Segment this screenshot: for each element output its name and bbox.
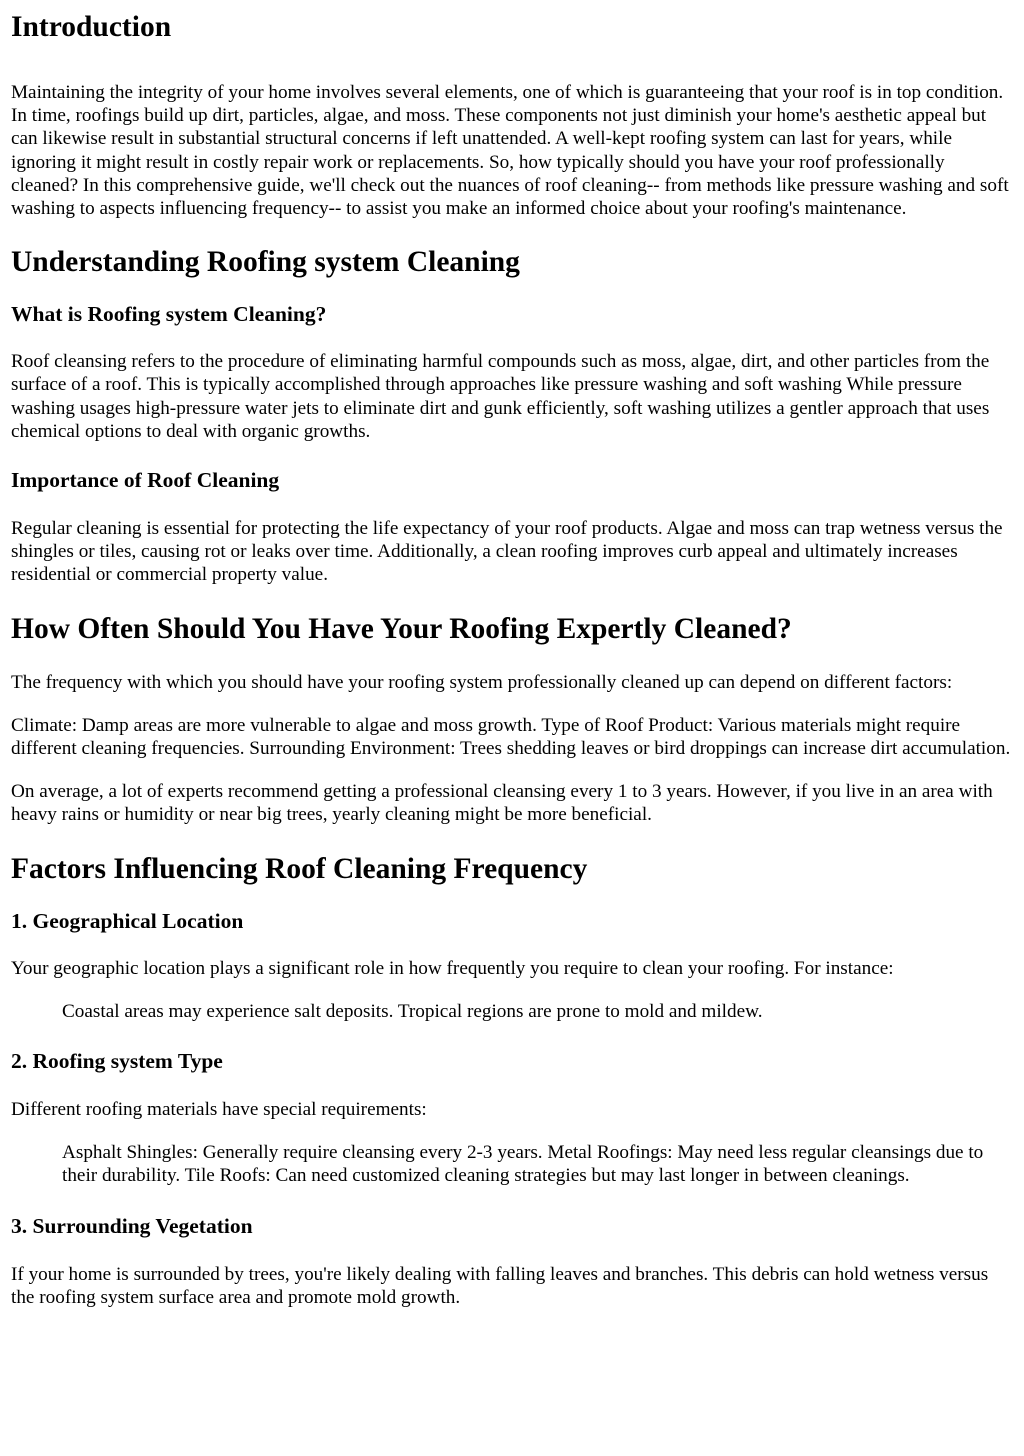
how-often-paragraph: The frequency with which you should have your roofing system professionally cleaned up can depend on different factors:: [11, 671, 953, 693]
roofing-type-quote: Asphalt Shingles: Generally require cleansing every 2-3 years. Metal Roofings: May need less regular cleansings due to their durability. Tile Roofs: Can need customized cleaning strategies but may last longer in between cleanings.: [62, 1142, 984, 1187]
what-is-roof-cleaning-heading: What is Roofing system Cleaning?: [11, 302, 327, 327]
introduction-paragraph: Maintaining the integrity of your home involves several elements, one of which is guaranteeing that your roof is in top condition. In time, roofings build up dirt, particles, algae, and moss. These components not just diminish your home's aesthetic appeal but can likewise result in substantial structural concerns if left unattended. A well-kept roofing system can last for years, while ignoring it might result in costly repair work or replacements. So, how typically should you have your roof professionally cleaned? In this comprehensive guide, we'll check out the nuances of roof cleaning-- from methods like pressure washing and soft washing to aspects influencing frequency-- to assist you make an informed choice about your roofing's maintenance.: [11, 82, 1009, 220]
introduction-heading: Introduction: [11, 11, 172, 43]
geographical-location-paragraph: Your geographic location plays a significant role in how frequently you require to clean your roofing. For instance:: [11, 957, 894, 979]
factors-heading: Factors Influencing Roof Cleaning Frequency: [11, 852, 588, 885]
surrounding-vegetation-paragraph: If your home is surrounded by trees, you're likely dealing with falling leaves and branches. This debris can hold wetness versus the roofing system surface area and promote mold growth.: [11, 1263, 989, 1308]
geographical-location-quote: Coastal areas may experience salt deposits. Tropical regions are prone to mold and mildew.: [62, 1000, 763, 1022]
how-often-average-paragraph: On average, a lot of experts recommend getting a professional cleansing every 1 to 3 years. However, if you live in an area with heavy rains or humidity or near big trees, yearly cleaning might be more beneficial.: [11, 781, 993, 826]
importance-heading: Importance of Roof Cleaning: [11, 468, 280, 493]
article: [0, 10, 1024, 1309]
roofing-type-heading: 2. Roofing system Type: [11, 1049, 223, 1074]
importance-paragraph: Regular cleaning is essential for protecting the life expectancy of your roof products. Algae and moss can trap wetness versus the shingles or tiles, causing rot or leaks over time. Additionally, a clean roofing improves curb appeal and ultimately increases residential or commercial property value.: [11, 518, 1003, 586]
surrounding-vegetation-heading: 3. Surrounding Vegetation: [11, 1213, 253, 1238]
how-often-factors-paragraph: Climate: Damp areas are more vulnerable to algae and moss growth. Type of Roof Product: Various materials might require different cleaning frequencies. Surrounding Environment: Trees shedding leaves or bird droppings can increase dirt accumulation.: [11, 714, 1011, 760]
understanding-heading: Understanding Roofing system Cleaning: [11, 246, 520, 279]
how-often-heading: How Often Should You Have Your Roofing Expertly Cleaned?: [11, 612, 792, 645]
geographical-location-heading: 1. Geographical Location: [11, 908, 244, 933]
roofing-type-paragraph: Different roofing materials have special requirements:: [11, 1099, 427, 1121]
what-is-roof-cleaning-paragraph: Roof cleansing refers to the procedure of eliminating harmful compounds such as moss, algae, dirt, and other particles from the surface of a roof. This is typically accomplished through approaches like pressure washing and soft washing While pressure washing usages high-pressure water jets to eliminate dirt and gunk efficiently, soft washing utilizes a gentler approach that uses chemical options to deal with organic growths.: [11, 351, 990, 442]
